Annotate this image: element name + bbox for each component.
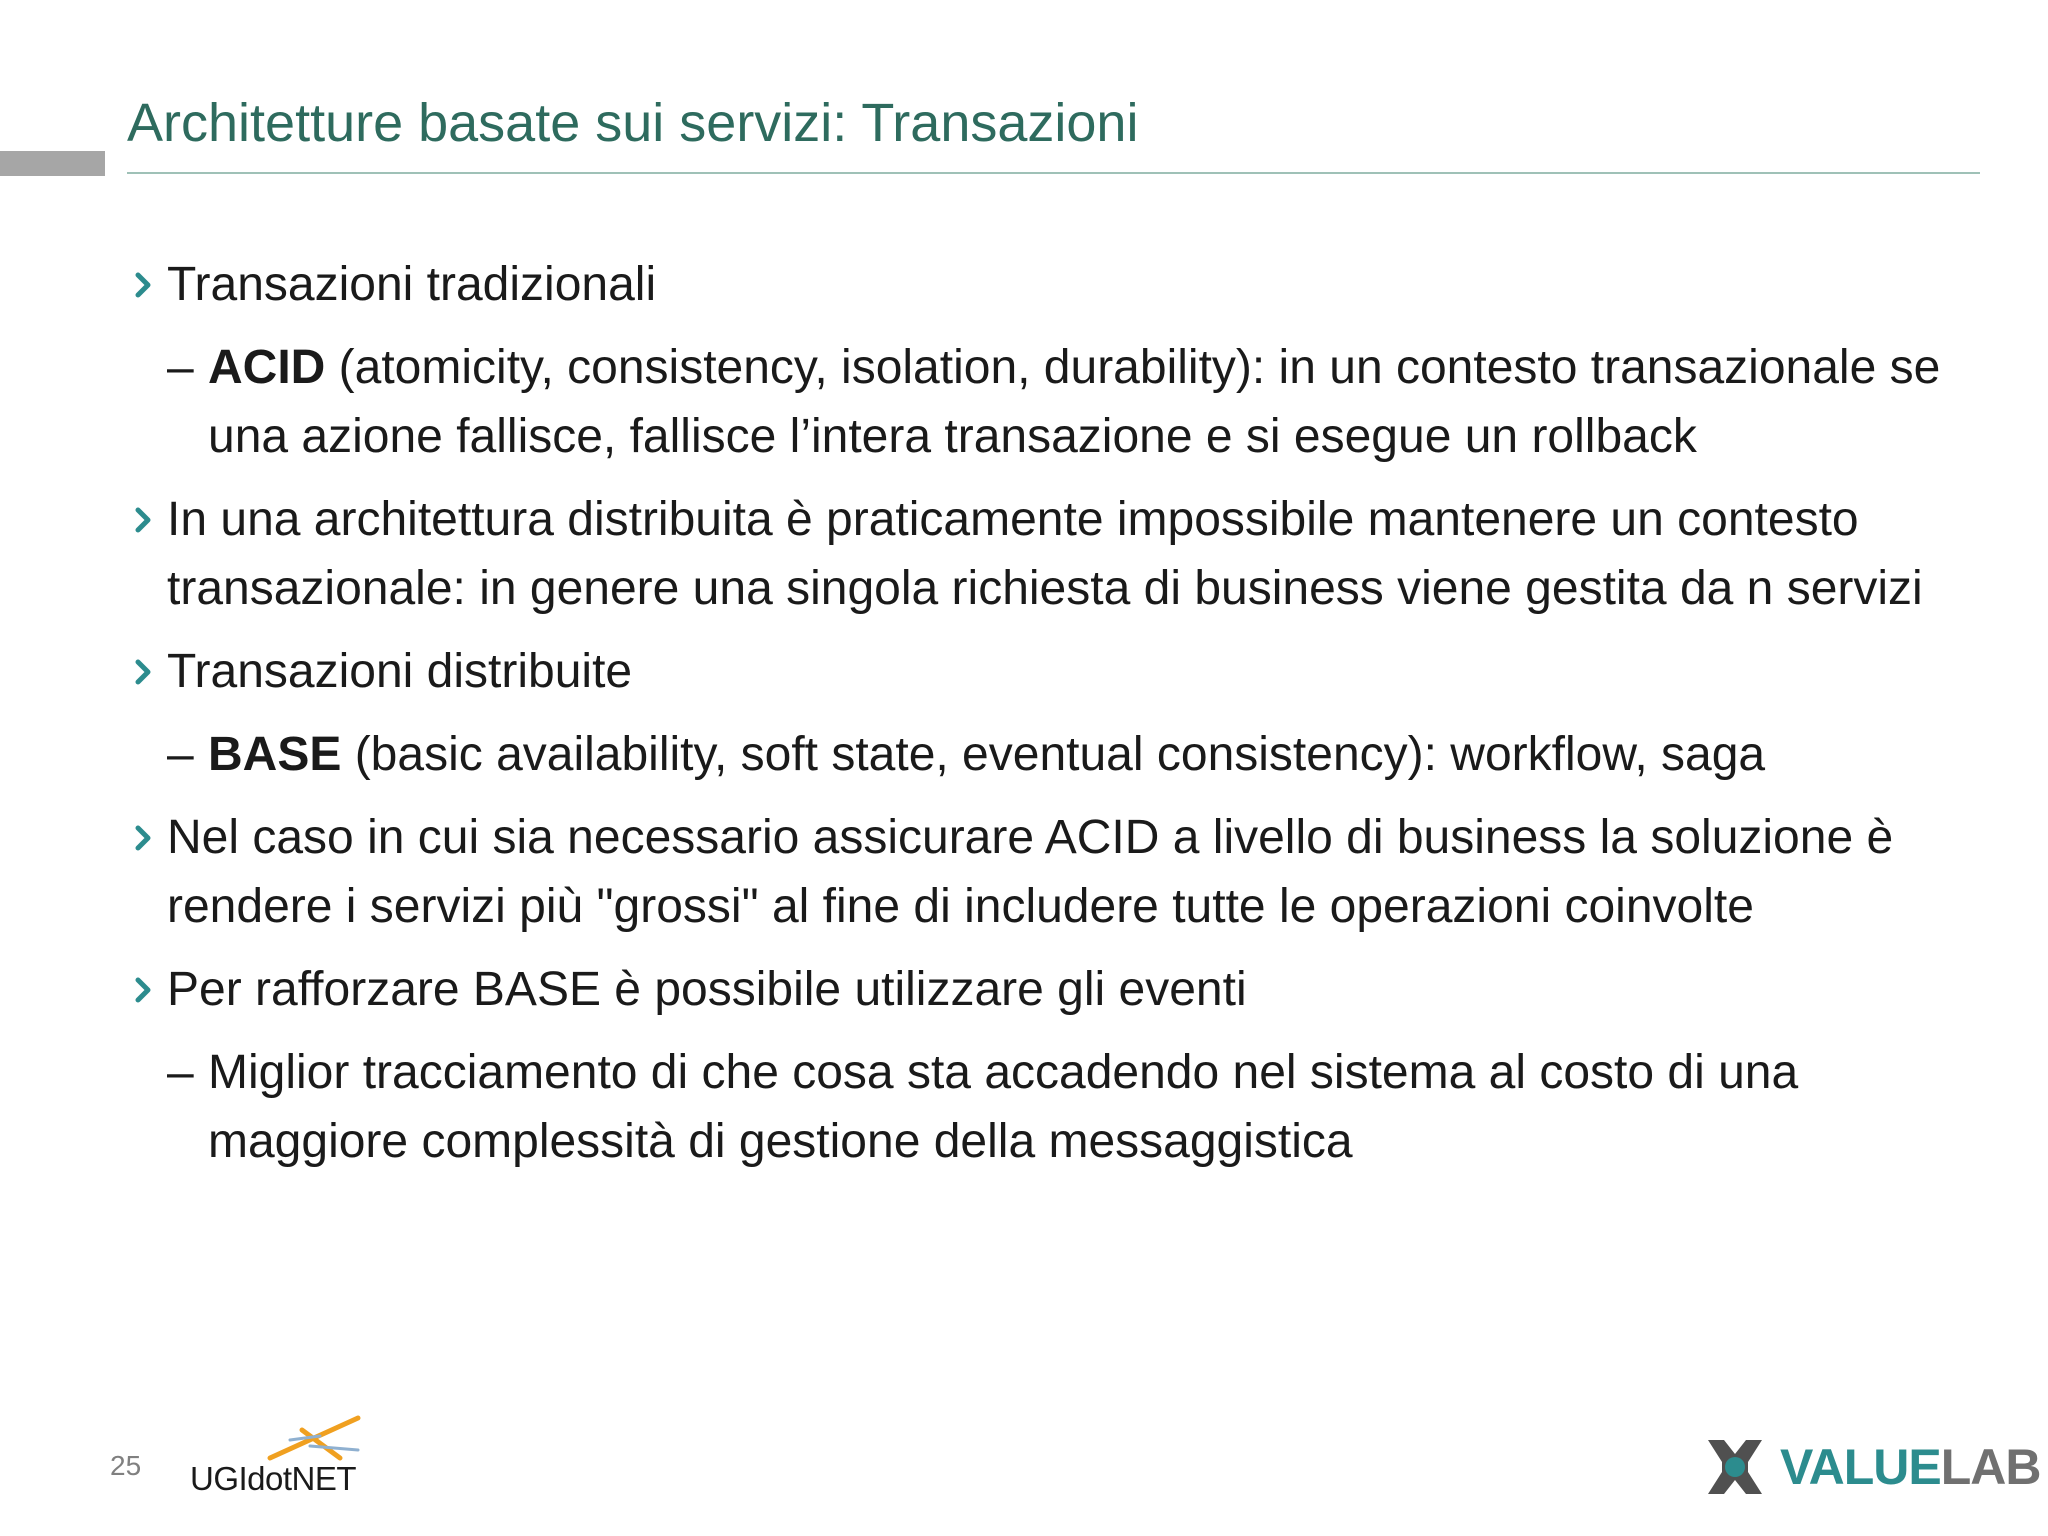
chevron-right-icon [131, 272, 157, 298]
bullet-1 [127, 250, 1987, 319]
chevron-right-icon [131, 507, 157, 533]
bullet-text: Per rafforzare BASE è possibile utilizzare gli eventi [167, 963, 1247, 1016]
bullet-text: Transazioni distribuite [167, 645, 633, 698]
ugidotnet-logo [190, 1420, 380, 1500]
sub-bullet-base [127, 720, 1987, 789]
bullet-text: In una architettura distribuita è praticamente impossibile mantenere un contesto transazionale: in genere una singola richiesta di business viene gestita da n servizi [167, 493, 1923, 615]
sub-bullet-text: (basic availability, soft state, eventual consistency): workflow, saga [341, 728, 1766, 781]
sub-bullet-text: (atomicity, consistency, isolation, durability): in un contesto transazionale se una azione fallisce, fallisce l’intera transazione e si esegue un rollback [208, 341, 1941, 463]
slide-body [127, 250, 1987, 1176]
bullet-text: Nel caso in cui sia necessario assicurare ACID a livello di business la soluzione è rendere i servizi più "grossi" al fine di includere tutte le operazioni coinvolte [167, 811, 1894, 933]
valuelab-mark-icon [1700, 1432, 1770, 1502]
bullet-3 [127, 637, 1987, 706]
title-divider [127, 172, 1980, 174]
valuelab-value-text: VALUE [1780, 1439, 1941, 1495]
chevron-right-icon [131, 977, 157, 1003]
bullet-2 [127, 485, 1987, 623]
sub-bullet-events [127, 1038, 1987, 1176]
slide-title: Architetture basate sui servizi: Transazioni [127, 93, 1139, 153]
valuelab-lab-text: LAB [1940, 1439, 2041, 1495]
page-number: 25 [110, 1450, 142, 1481]
chevron-right-icon [131, 825, 157, 851]
sub-bullet-acid [127, 333, 1987, 471]
bullet-4 [127, 803, 1987, 941]
dash-marker: – [167, 1046, 194, 1099]
dash-marker: – [167, 341, 194, 394]
ugidotnet-wordmark: UGIdotNET [190, 1460, 357, 1497]
sub-bullet-text: Miglior tracciamento di che cosa sta accadendo nel sistema al costo di una maggiore complessità di gestione della messaggistica [208, 1046, 1799, 1168]
valuelab-wordmark [1780, 1438, 2041, 1496]
term-acid: ACID [208, 341, 326, 394]
term-base: BASE [208, 728, 342, 781]
bullet-text: Transazioni tradizionali [167, 258, 657, 311]
bullet-5 [127, 955, 1987, 1024]
dash-marker: – [167, 728, 194, 781]
chevron-right-icon [131, 659, 157, 685]
left-accent-bar [0, 151, 105, 176]
valuelab-logo [1700, 1432, 2041, 1502]
